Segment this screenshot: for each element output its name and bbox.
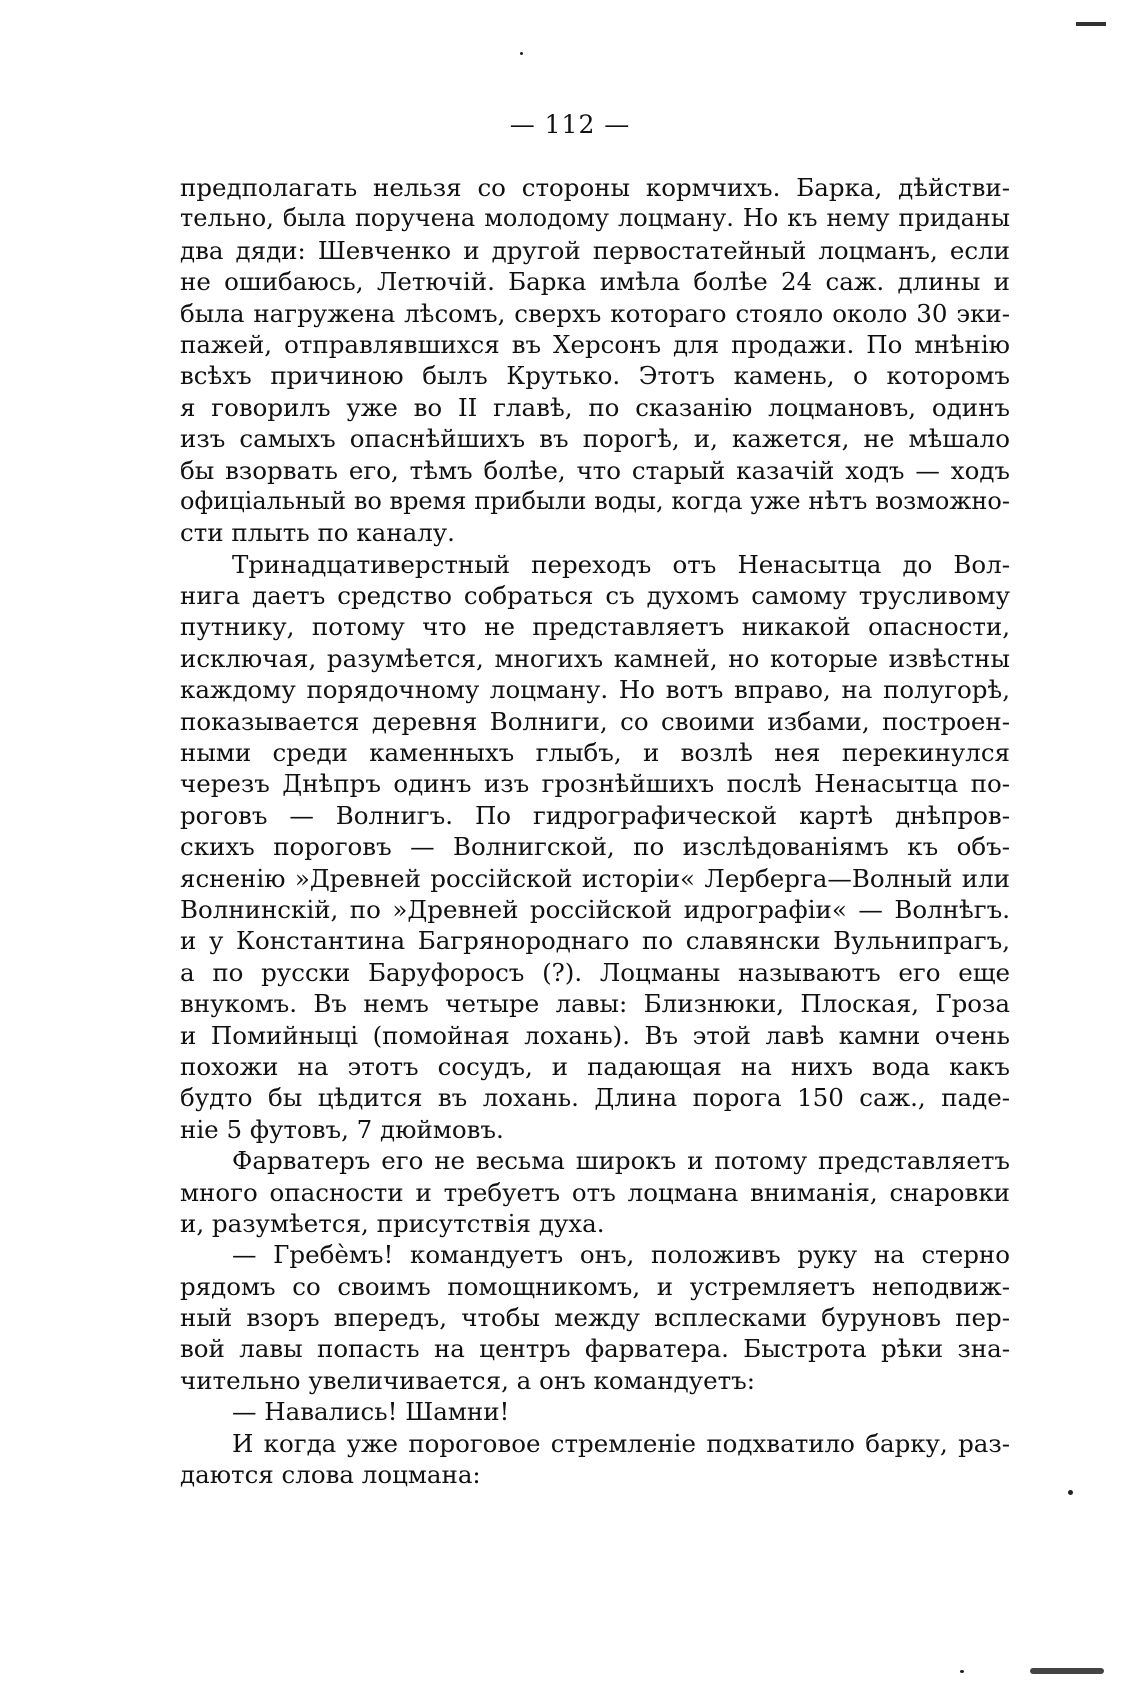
text-line: рядомъ со своимъ помощникомъ, и устремляетъ неподвиж- (180, 1271, 1010, 1301)
text-line: бы взорвать его, тѣмъ болѣе, что старый казачій ходъ — ходъ (180, 455, 1010, 485)
scan-speck (520, 52, 523, 55)
text-line: была нагружена лѣсомъ, сверхъ котораго стояло около 30 эки- (180, 298, 1010, 328)
text-line: офиціальный во время прибыли воды, когда уже нѣтъ возможно- (180, 486, 1010, 515)
text-line: путнику, потому что не представляетъ никакой опасности, (180, 612, 1010, 642)
text-line: предполагать нельзя со стороны кормчихъ. Барка, дѣйстви- (180, 173, 1010, 202)
text-line: чительно увеличивается, а онъ командуетъ: (180, 1365, 755, 1395)
text-line: и, разумѣется, присутствія духа. (180, 1208, 605, 1238)
text-line: сти плыть по каналу. (180, 518, 455, 548)
text-line: не ошибаюсь, Летючій. Барка имѣла болѣе 24 саж. длины и (180, 267, 1010, 297)
scan-speck (960, 1670, 964, 1673)
body-text (180, 172, 1010, 1490)
text-line: будто бы цѣдится въ лохань. Длина порога 150 саж., паде- (180, 1083, 1010, 1113)
text-line: показывается деревня Волниги, со своими избами, построен- (180, 706, 1010, 736)
scan-artifact-bottom (1030, 1668, 1104, 1674)
text-line: ніе 5 футовъ, 7 дюймовъ. (180, 1114, 504, 1144)
text-line: Волнинскій, по »Древней россійской идрографіи« — Волнѣгъ. (180, 894, 1010, 924)
text-line: Фарватеръ его не весьма широкъ и потому представляетъ (232, 1146, 1010, 1176)
text-line: исключая, разумѣется, многихъ камней, но которые извѣстны (180, 643, 1010, 673)
text-line: вой лавы попасть на центръ фарватера. Быстрота рѣки зна- (180, 1334, 1010, 1364)
page-number: — 112 — (509, 110, 631, 139)
text-line: Тринадцативерстный переходъ отъ Ненасытца до Вол- (232, 549, 1010, 579)
text-line: я говорилъ уже во II главѣ, по сказанію лоцмановъ, одинъ (180, 392, 1010, 422)
text-line: скихъ пороговъ — Волнигской, по изслѣдованіямъ къ объ- (180, 832, 1010, 862)
text-line: похожи на этотъ сосудъ, и падающая на нихъ вода какъ (180, 1051, 1010, 1081)
text-line: и у Константина Багрянороднаго по славянски Вульнипрагъ, (180, 926, 1010, 956)
scan-artifact-top (1076, 22, 1106, 26)
text-line: всѣхъ причиною былъ Крутько. Этотъ камень, о которомъ (180, 361, 1010, 391)
text-line: пажей, отправлявшихся въ Херсонъ для продажи. По мнѣнію (180, 329, 1010, 359)
text-line: черезъ Днѣпръ одинъ изъ грознѣйшихъ послѣ Ненасытца по- (180, 769, 1010, 799)
text-line: много опасности и требуетъ отъ лоцмана вниманія, снаровки (180, 1177, 1010, 1207)
text-line: — Гребѐмъ! командуетъ онъ, положивъ руку на стерно (232, 1240, 1010, 1270)
text-line: а по русски Баруфоросъ (?). Лоцманы называютъ его еще (180, 957, 1010, 987)
text-line: каждому порядочному лоцману. Но вотъ вправо, на полугорѣ, (180, 675, 1010, 705)
text-line: тельно, была поручена молодому лоцману. Но къ нему приданы (180, 204, 1010, 233)
text-line: и Помийныці (помойная лохань). Въ этой лавѣ камни очень (180, 1020, 1010, 1050)
text-line: даются слова лоцмана: (180, 1460, 481, 1490)
text-line: роговъ — Волнигъ. По гидрографической картѣ днѣпров- (180, 800, 1010, 830)
text-line: изъ самыхъ опаснѣйшихъ въ порогѣ, и, кажется, не мѣшало (180, 424, 1010, 454)
text-line: два дяди: Шевченко и другой первостатейный лоцманъ, если (180, 235, 1010, 265)
text-line: ными среди каменныхъ глыбъ, и возлѣ нея перекинулся (180, 738, 1010, 768)
text-line: И когда уже пороговое стремленіе подхватило барку, раз- (232, 1428, 1010, 1458)
text-line: ный взоръ впередъ, чтобы между всплесками буруновъ пер- (180, 1303, 1010, 1333)
text-line: внукомъ. Въ немъ четыре лавы: Близнюки, Плоская, Гроза (180, 989, 1010, 1019)
text-line: нига даетъ средство собраться съ духомъ самому трусливому (180, 581, 1010, 611)
scan-speck (1068, 1490, 1073, 1495)
text-line: — Навались! Шамни! (232, 1397, 510, 1427)
text-line: ясненію »Древней россійской исторіи« Лерберга—Волный или (180, 863, 1010, 893)
